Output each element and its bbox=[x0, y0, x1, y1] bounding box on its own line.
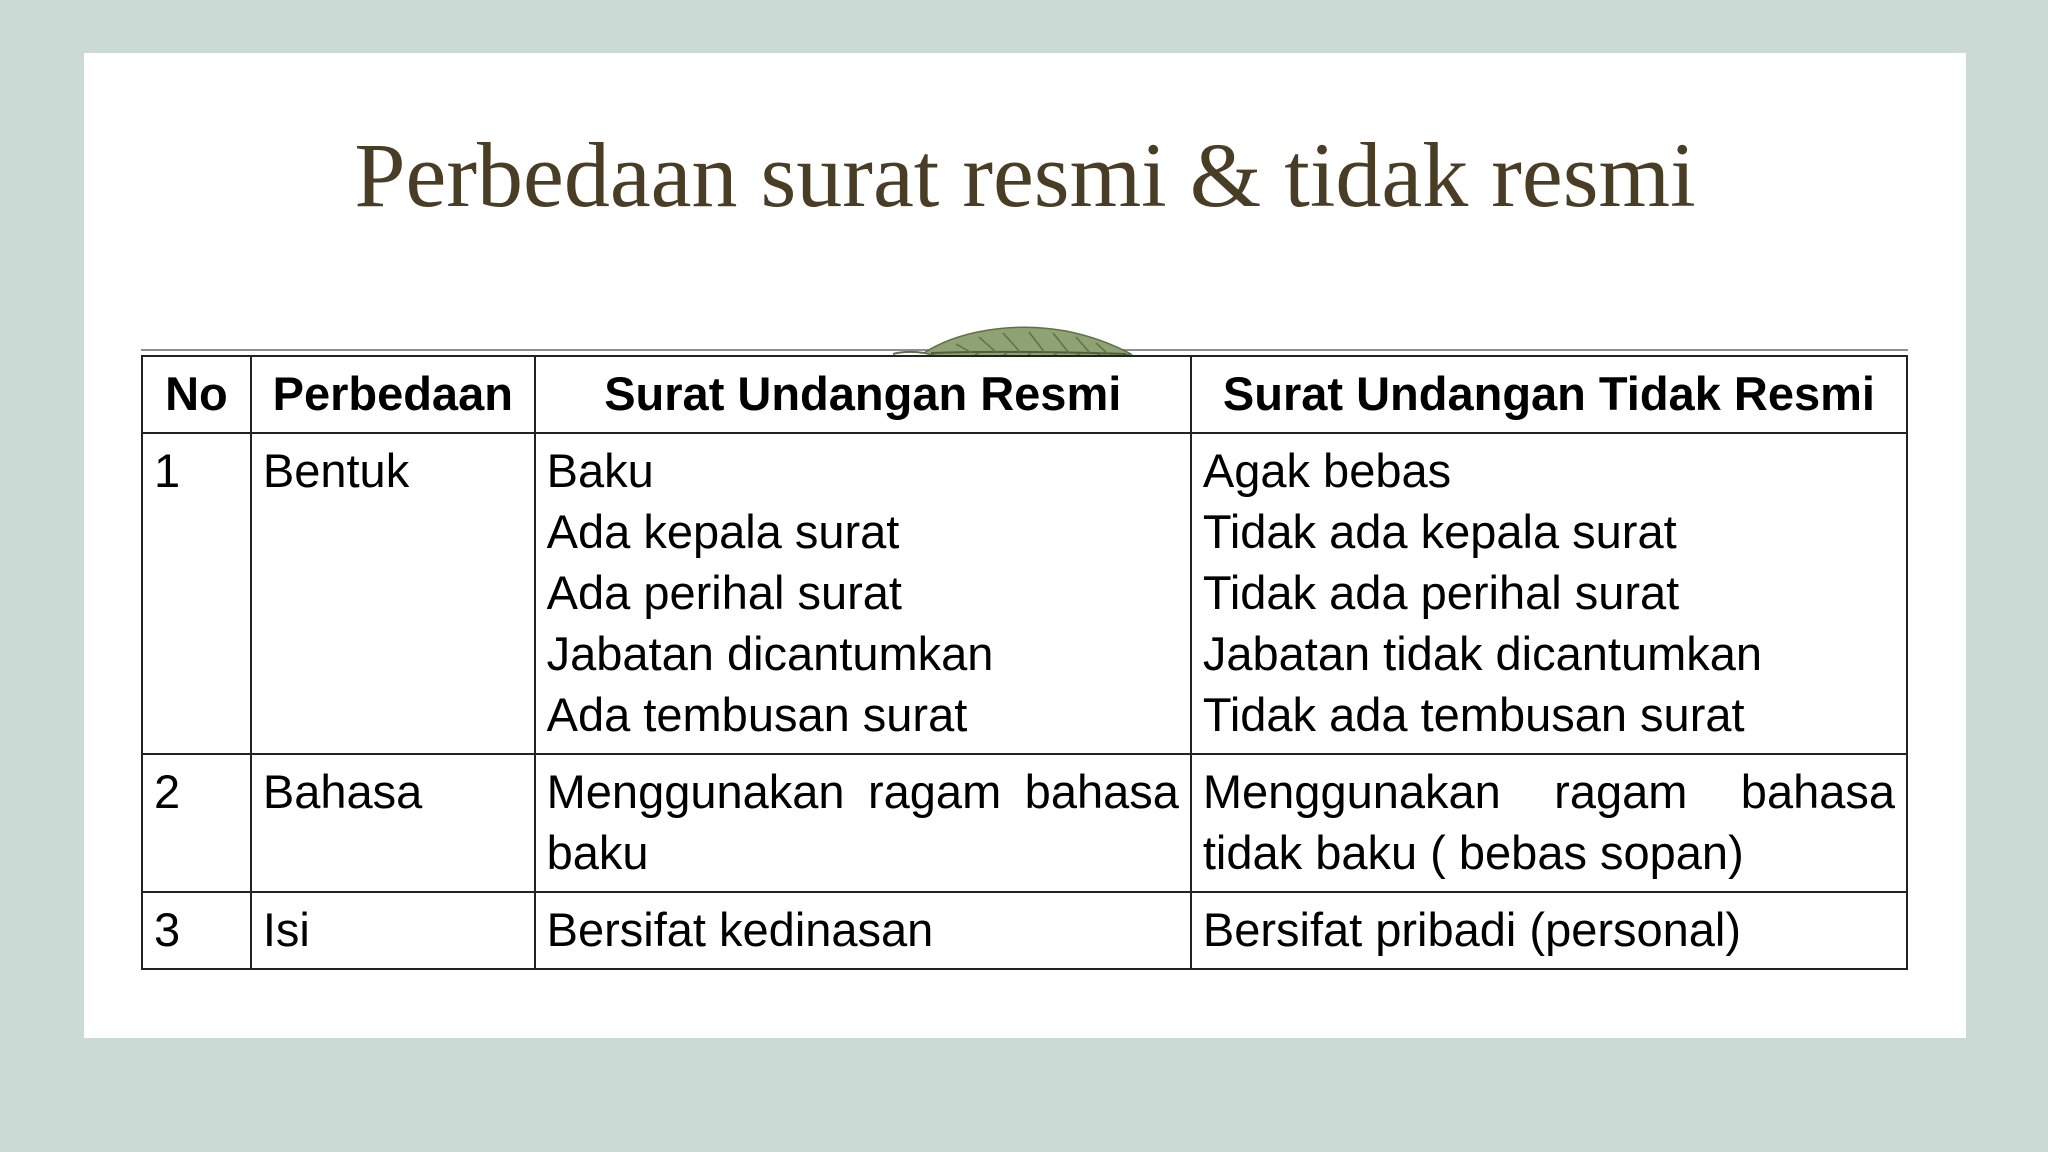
resmi-item: Jabatan dicantumkan bbox=[546, 627, 994, 680]
table-header-row bbox=[142, 356, 1907, 433]
header-tidak-resmi: Surat Undangan Tidak Resmi bbox=[1191, 356, 1907, 433]
header-perbedaan: Perbedaan bbox=[251, 356, 535, 433]
resmi-item: Baku bbox=[546, 444, 654, 497]
resmi-item: Ada perihal surat bbox=[546, 566, 902, 619]
row-aspect: Bahasa bbox=[251, 754, 535, 892]
header-resmi: Surat Undangan Resmi bbox=[535, 356, 1191, 433]
tidak-resmi-item: Agak bebas bbox=[1202, 444, 1452, 497]
row-number: 2 bbox=[142, 754, 251, 892]
row-aspect: Bentuk bbox=[251, 433, 535, 754]
resmi-cell bbox=[535, 433, 1191, 754]
header-no: No bbox=[142, 356, 251, 433]
resmi-cell: Bersifat kedinasan bbox=[535, 892, 1191, 969]
tidak-resmi-item: Tidak ada kepala surat bbox=[1202, 505, 1677, 558]
table-row bbox=[142, 433, 1907, 754]
tidak-resmi-cell bbox=[1191, 433, 1907, 754]
table-row bbox=[142, 754, 1907, 892]
resmi-cell: Menggunakan ragam bahasa baku bbox=[535, 754, 1191, 892]
slide bbox=[84, 53, 1966, 1038]
tidak-resmi-cell: Bersifat pribadi (personal) bbox=[1191, 892, 1907, 969]
leaf-sprig-icon bbox=[893, 327, 1131, 356]
table-row bbox=[142, 892, 1907, 969]
tidak-resmi-item: Tidak ada tembusan surat bbox=[1202, 688, 1745, 741]
resmi-item: Ada tembusan surat bbox=[546, 688, 968, 741]
row-number: 3 bbox=[142, 892, 251, 969]
row-number: 1 bbox=[142, 433, 251, 754]
tidak-resmi-cell: Menggunakan ragam bahasa tidak baku ( bebas sopan) bbox=[1191, 754, 1907, 892]
row-aspect: Isi bbox=[251, 892, 535, 969]
tidak-resmi-item: Tidak ada perihal surat bbox=[1202, 566, 1680, 619]
resmi-item: Ada kepala surat bbox=[546, 505, 900, 558]
title-divider bbox=[141, 296, 1908, 356]
tidak-resmi-item: Jabatan tidak dicantumkan bbox=[1202, 627, 1763, 680]
comparison-table bbox=[141, 355, 1908, 970]
slide-title: Perbedaan surat resmi & tidak resmi bbox=[354, 124, 1696, 226]
